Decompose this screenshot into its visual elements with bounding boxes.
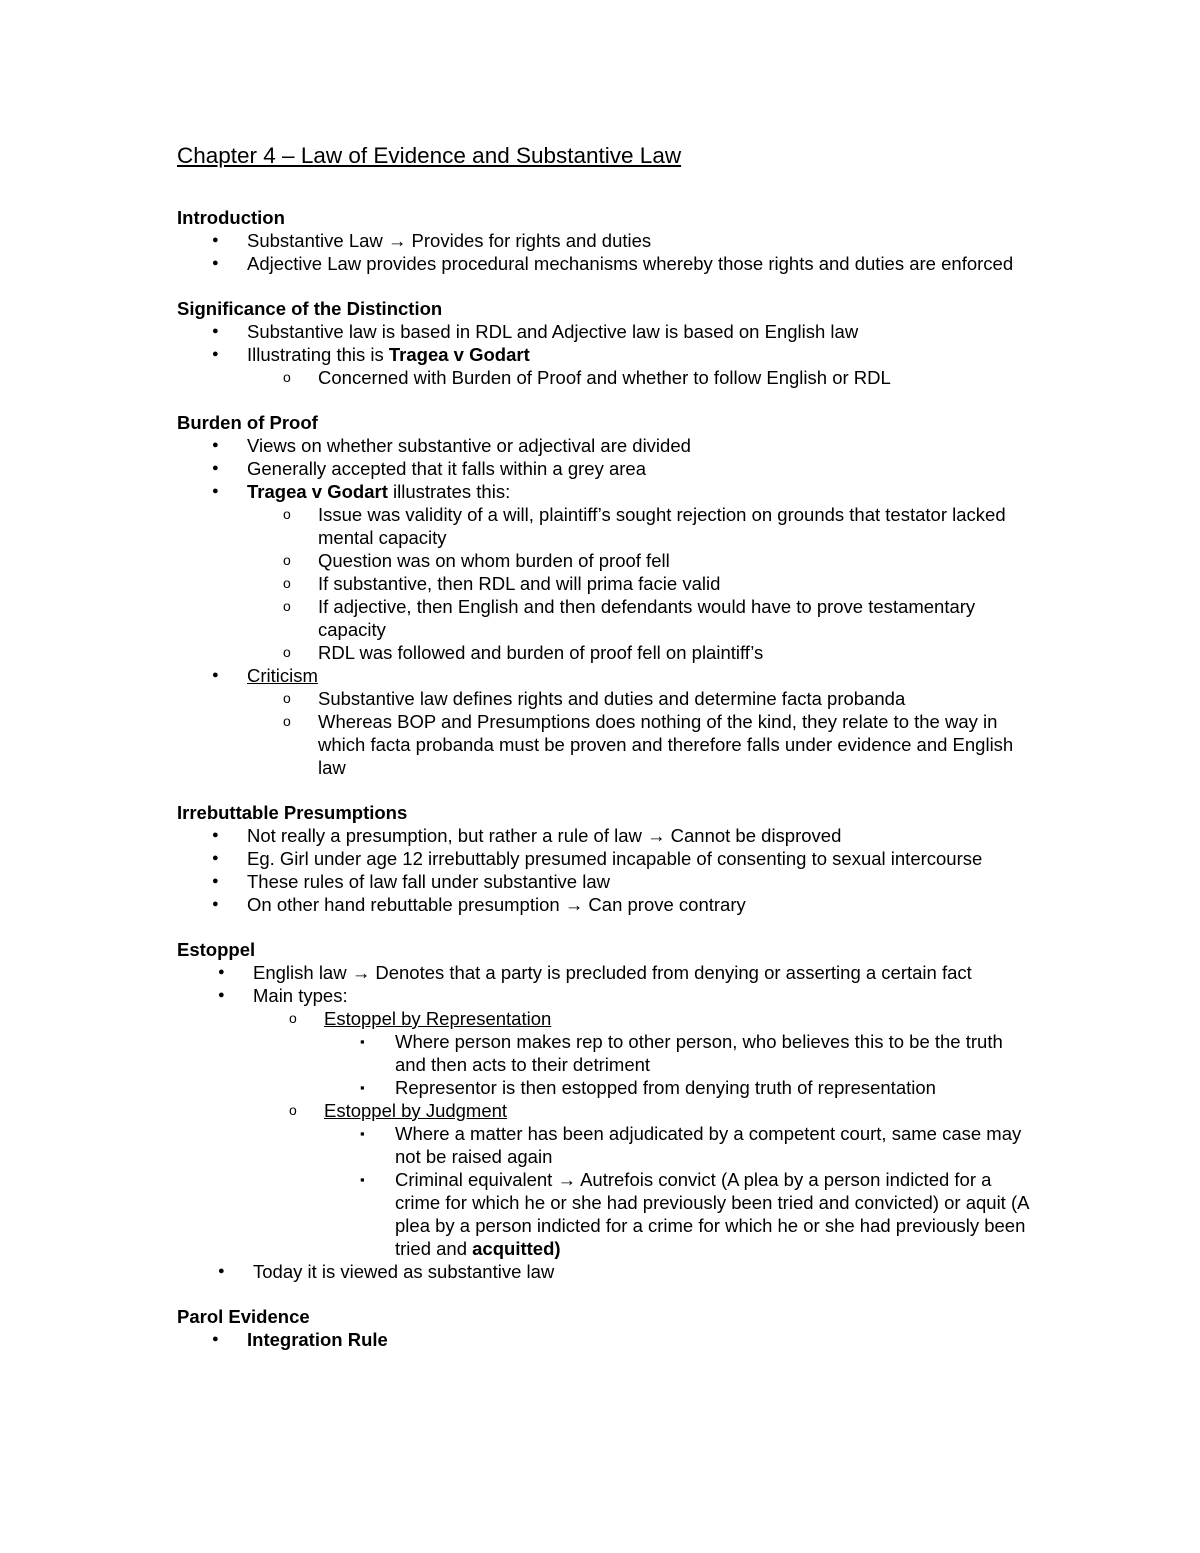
section-heading: Burden of Proof [177, 412, 318, 433]
section-estoppel [177, 938, 1037, 1283]
bullet-list [177, 229, 1037, 275]
bullet-list [177, 1328, 1037, 1351]
sub-list-item: o Concerned with Burden of Proof and whether to follow English or RDL [247, 366, 1037, 389]
item-text: Autrefois convict (A plea by a person indicted for a crime for which he or she had previously been tried and convicted) or aquit (A plea by a person indicted for a crime for which he or she had previously been tried and [395, 1169, 1029, 1259]
sub-list-item [253, 1099, 1037, 1260]
item-text: Main types: [253, 985, 348, 1006]
list-item [177, 961, 1037, 984]
sub-list [247, 503, 1037, 664]
estoppel-type-title: Estoppel by Judgment [324, 1100, 508, 1121]
sub-list-item [253, 1007, 1037, 1099]
item-text: Not really a presumption, but rather a rule of law [247, 825, 647, 846]
sub-list [253, 1007, 1037, 1260]
sub-sub-list-item: ▪ Where person makes rep to other person, who believes this to be the truth and then acts to their detriment [324, 1030, 1037, 1076]
list-item [177, 984, 1037, 1260]
sub-list-item: o Question was on whom burden of proof fell [247, 549, 1037, 572]
item-text: Substantive Law [247, 230, 388, 251]
arrow-icon: → [647, 825, 666, 846]
bullet-list [177, 961, 1037, 1283]
sub-list-item: o If adjective, then English and then defendants would have to prove testamentary capacity [247, 595, 1037, 641]
section-heading: Significance of the Distinction [177, 298, 443, 319]
sub-list-item: o Issue was validity of a will, plaintiff’s sought rejection on grounds that testator lacked mental capacity [247, 503, 1037, 549]
item-text: Criminal equivalent [395, 1169, 558, 1190]
list-item: ● Eg. Girl under age 12 irrebuttably presumed incapable of consenting to sexual intercourse [177, 847, 1037, 870]
item-text: On other hand rebuttable presumption [247, 894, 565, 915]
list-item: ● Views on whether substantive or adjectival are divided [177, 434, 1037, 457]
sub-list [247, 687, 1037, 779]
case-name: Tragea v Godart [247, 481, 388, 502]
list-item [177, 893, 1037, 916]
item-text: Denotes that a party is precluded from denying or asserting a certain fact [370, 962, 972, 983]
list-item: ● Today it is viewed as substantive law [177, 1260, 1037, 1283]
section-introduction [177, 206, 1037, 275]
item-text: illustrates this: [387, 481, 511, 502]
section-burden-of-proof [177, 411, 1037, 779]
arrow-icon: → [351, 962, 371, 983]
page-title: Chapter 4 – Law of Evidence and Substantive Law [177, 143, 682, 168]
item-text: Can prove contrary [583, 894, 746, 915]
bullet-list [177, 320, 1037, 389]
sub-sub-list-item: ▪ Representor is then estopped from denying truth of representation [324, 1076, 1037, 1099]
list-item [177, 664, 1037, 779]
sub-sub-list-item: ▪ Where a matter has been adjudicated by a competent court, same case may not be raised again [324, 1122, 1037, 1168]
arrow-icon: → [564, 894, 584, 915]
document-body [177, 140, 1037, 1373]
sub-sub-list-item [324, 1168, 1037, 1260]
estoppel-type-title: Estoppel by Representation [324, 1008, 552, 1029]
sub-sub-list [324, 1122, 1037, 1260]
sub-list-item: o Substantive law defines rights and duties and determine facta probanda [247, 687, 1037, 710]
list-item: ● These rules of law fall under substantive law [177, 870, 1037, 893]
item-text-bold: acquitted) [472, 1238, 561, 1259]
bullet-list [177, 824, 1037, 916]
sub-list-item: o If substantive, then RDL and will prima facie valid [247, 572, 1037, 595]
list-item: ● Adjective Law provides procedural mechanisms whereby those rights and duties are enforced [177, 252, 1037, 275]
list-item [177, 229, 1037, 252]
bullet-list [177, 434, 1037, 779]
section-heading: Irrebuttable Presumptions [177, 802, 408, 823]
item-text: Cannot be disproved [665, 825, 842, 846]
sub-list-item: o Whereas BOP and Presumptions does nothing of the kind, they relate to the way in which facta probanda must be proven and therefore falls under evidence and English law [247, 710, 1037, 779]
item-text: Illustrating this is [247, 344, 389, 365]
sub-sub-list [324, 1030, 1037, 1099]
section-significance [177, 297, 1037, 389]
list-item [177, 824, 1037, 847]
section-heading: Parol Evidence [177, 1306, 310, 1327]
list-item [177, 343, 1037, 389]
arrow-icon: → [387, 230, 407, 251]
section-irrebuttable-presumptions [177, 801, 1037, 916]
arrow-icon: → [557, 1169, 576, 1190]
list-item: ● Generally accepted that it falls within a grey area [177, 457, 1037, 480]
list-item [177, 480, 1037, 664]
section-heading: Estoppel [177, 939, 256, 960]
section-parol-evidence [177, 1305, 1037, 1351]
section-heading: Introduction [177, 207, 285, 228]
criticism-label: Criticism [247, 665, 318, 686]
sub-list-item: o RDL was followed and burden of proof fell on plaintiff’s [247, 641, 1037, 664]
item-text-bold: Integration Rule [247, 1329, 388, 1350]
list-item: ● Substantive law is based in RDL and Adjective law is based on English law [177, 320, 1037, 343]
item-text: English law [253, 962, 352, 983]
list-item [177, 1328, 1037, 1351]
case-name: Tragea v Godart [388, 344, 530, 365]
sub-list [247, 366, 1037, 389]
item-text: Provides for rights and duties [406, 230, 652, 251]
